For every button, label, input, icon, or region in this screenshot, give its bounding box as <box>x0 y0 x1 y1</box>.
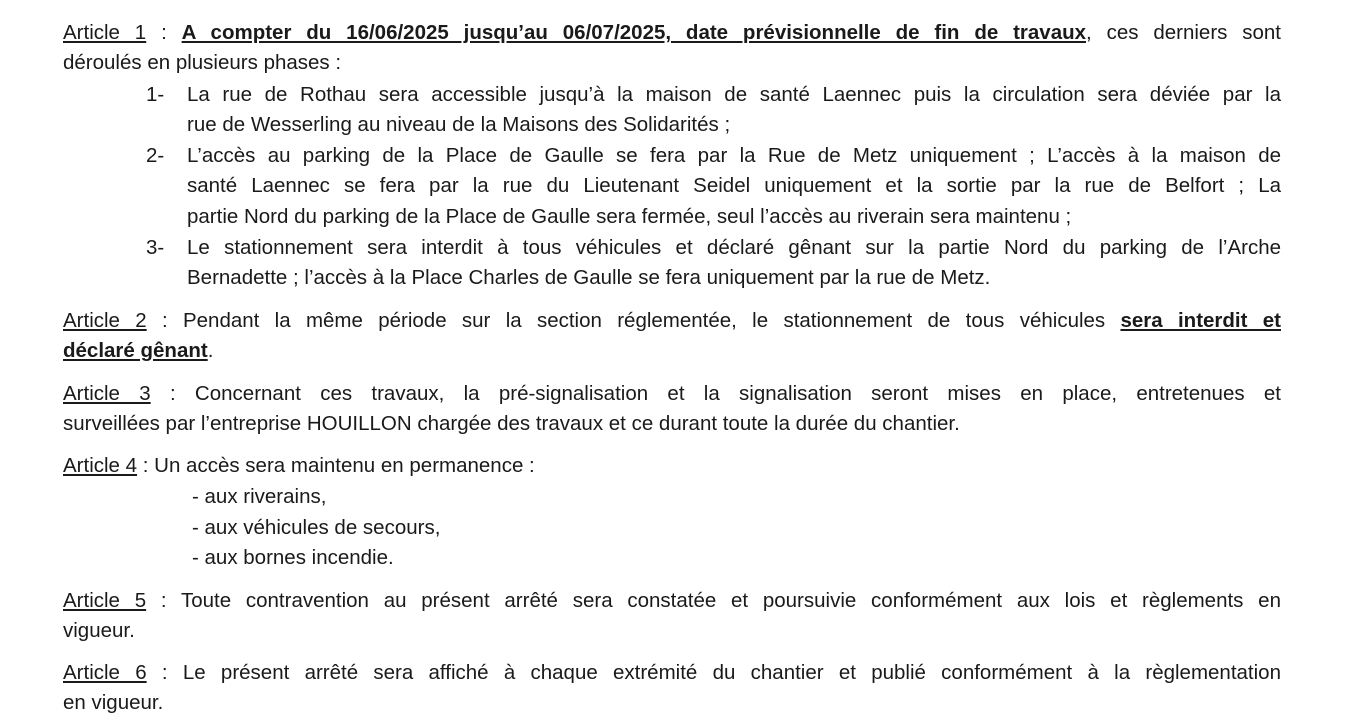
article-2-line-2 <box>63 336 213 366</box>
article-2-emphasis-2: déclaré gênant <box>63 339 208 362</box>
article-4-item: - aux véhicules de secours, <box>192 516 441 539</box>
article-6-line-1 <box>63 658 1281 688</box>
article-1-separator: : <box>146 21 182 44</box>
article-5-text: : Toute contravention au présent arrêté sera constatée et poursuivie conformément aux lois et règlements en <box>146 589 1281 612</box>
list-item-text: La rue de Rothau sera accessible jusqu’à la maison de santé Laennec puis la circulation sera déviée par la <box>187 83 1281 106</box>
article-3-line-2: surveillées par l’entreprise HOUILLON chargée des travaux et ce durant toute la durée du chantier. <box>63 412 960 435</box>
article-4-item: - aux riverains, <box>192 485 327 508</box>
article-1-line-1 <box>63 18 1281 48</box>
article-2-end: . <box>207 339 214 362</box>
list-item-text: rue de Wesserling au niveau de la Maisons des Solidarités ; <box>187 113 731 136</box>
article-2-label: Article 2 <box>63 309 147 332</box>
article-6-label: Article 6 <box>63 661 147 684</box>
article-5-line-1 <box>63 586 1281 616</box>
article-3-line-1 <box>63 379 1281 409</box>
list-item-text: partie Nord du parking de la Place de Gaulle sera fermée, seul l’accès au riverain sera maintenu ; <box>187 205 1072 228</box>
article-3-text: : Concernant ces travaux, la pré-signalisation et la signalisation seront mises en place, entretenues et <box>150 382 1281 405</box>
list-item-text: santé Laennec se fera par la rue du Lieutenant Seidel uniquement et la sortie par la rue de Belfort ; La <box>187 174 1281 197</box>
article-4-label: Article 4 <box>63 454 138 477</box>
article-6-text: : Le présent arrêté sera affiché à chaque extrémité du chantier et publié conformément à la règlementation <box>146 661 1281 684</box>
list-number: 1- <box>146 83 165 106</box>
article-4-line-1 <box>63 451 535 481</box>
article-1-label: Article 1 <box>63 21 147 44</box>
article-1-dates: A compter du 16/06/2025 jusqu’au 06/07/2025, date prévisionnelle de fin de travaux <box>181 21 1087 44</box>
article-3-label: Article 3 <box>63 382 151 405</box>
article-1-text: , ces derniers sont <box>1086 21 1282 44</box>
article-5-line-2: vigueur. <box>63 619 135 642</box>
article-2-line-1 <box>63 306 1281 336</box>
article-4-text: : Un accès sera maintenu en permanence : <box>137 454 535 477</box>
list-item-text: Bernadette ; l’accès à la Place Charles de Gaulle se fera uniquement par la rue de Metz. <box>187 266 991 289</box>
list-item-text: Le stationnement sera interdit à tous véhicules et déclaré gênant sur la partie Nord du parking de l’Arche <box>187 236 1281 259</box>
list-number: 2- <box>146 144 165 167</box>
list-item-text: L’accès au parking de la Place de Gaulle se fera par la Rue de Metz uniquement ; L’accès à la maison de <box>187 144 1281 167</box>
article-2-emphasis: sera interdit et <box>1120 309 1281 332</box>
article-1-line-2: déroulés en plusieurs phases : <box>63 51 342 74</box>
list-number: 3- <box>146 236 165 259</box>
article-6-line-2: en vigueur. <box>63 691 164 714</box>
article-2-text: : Pendant la même période sur la section réglementée, le stationnement de tous véhicules <box>146 309 1121 332</box>
article-4-item: - aux bornes incendie. <box>192 546 394 569</box>
article-5-label: Article 5 <box>63 589 147 612</box>
